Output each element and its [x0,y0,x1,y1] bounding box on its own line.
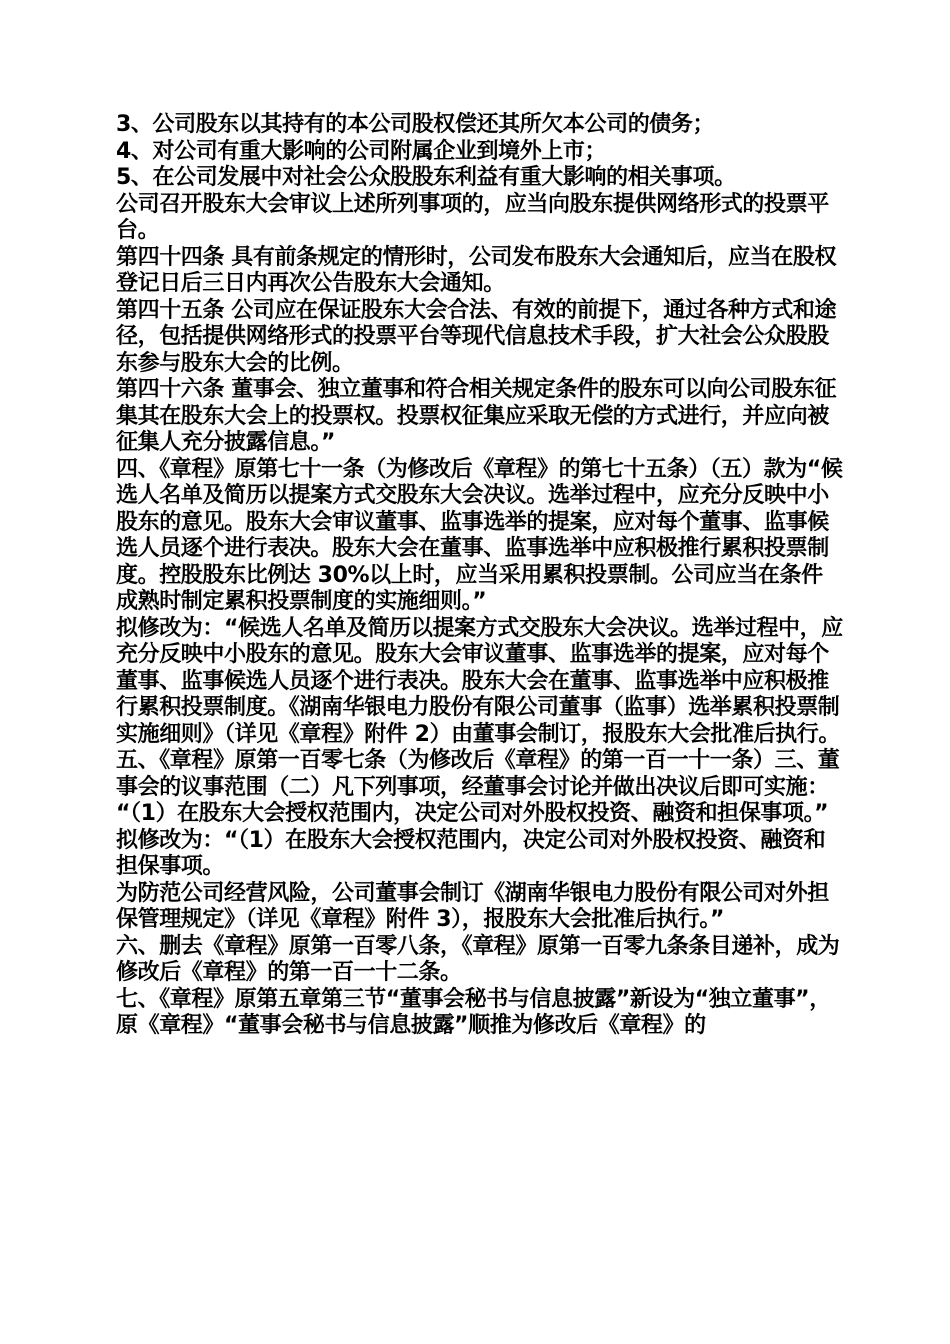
paragraph: 5、在公司发展中对社会公众股股东利益有重大影响的相关事项。 [116,165,736,190]
paragraph: 3、公司股东以其持有的本公司股权偿还其所欠本公司的债务； [116,112,715,137]
paragraph: 第四十四条 具有前条规定的情形时，公司发布股东大会通知后，应当在股权登记日后三日内再次公告股东大会通知。 [116,244,837,296]
paragraph: 第四十六条 董事会、独立董事和符合相关规定条件的股东可以向公司股东征集其在股东大会上的投票权。投票权征集应采取无偿的方式进行，并应向被征集人充分披露信息。” [116,377,837,455]
document-page [116,112,844,1040]
paragraph: 六、删去《章程》原第一百零八条，《章程》原第一百零九条条目递补，成为修改后《章程》的第一百一十二条。 [116,933,840,985]
paragraph: “（1）在股东大会授权范围内，决定公司对外股权投资、融资和担保事项。” [116,801,829,826]
paragraph: 公司召开股东大会审议上述所列事项的，应当向股东提供网络形式的投票平台。 [116,191,829,243]
paragraph: 为防范公司经营风险，公司董事会制订《湖南华银电力股份有限公司对外担保管理规定》（详见《章程》附件 3），报股东大会批准后执行。” [116,880,829,932]
paragraph: 拟修改为：“候选人名单及简历以提案方式交股东大会决议。选举过程中，应充分反映中小股东的意见。股东大会审议董事、监事选举的提案，应对每个董事、监事候选人员逐个进行表决。股东大会在董事、监事选举中应积极推行累积投票制度。《湖南华银电力股份有限公司董事（监事）选举累积投票制实施细则》（详见《章程》附件 2）由董事会制订，报股东大会批准后执行。 [116,615,843,747]
paragraph: 四、《章程》原第七十一条（为修改后《章程》的第七十五条）（五）款为“候选人名单及简历以提案方式交股东大会决议。选举过程中，应充分反映中小股东的意见。股东大会审议董事、监事选举的提案，应对每个董事、监事候选人员逐个进行表决。股东大会在董事、监事选举中应积极推行累积投票制度。控股股东比例达 30%以上时，应当采用累积投票制。公司应当在条件成熟时制定累积投票制度的实施细则。” [116,456,843,614]
paragraph: 五、《章程》原第一百零七条（为修改后《章程》的第一百一十一条）三、董事会的议事范围（二）凡下列事项，经董事会讨论并做出决议后即可实施： [116,748,840,800]
paragraph: 4、对公司有重大影响的公司附属企业到境外上市； [116,138,607,164]
paragraph: 第四十五条 公司应在保证股东大会合法、有效的前提下，通过各种方式和途径，包括提供网络形式的投票平台等现代信息技术手段，扩大社会公众股股东参与股东大会的比例。 [116,297,837,376]
paragraph: 拟修改为：“（1）在股东大会授权范围内，决定公司对外股权投资、融资和担保事项。 [116,827,826,879]
paragraph: 七、《章程》原第五章第三节“董事会秘书与信息披露”新设为“独立董事”，原《章程》“董事会秘书与信息披露”顺推为修改后《章程》的 [116,986,831,1038]
